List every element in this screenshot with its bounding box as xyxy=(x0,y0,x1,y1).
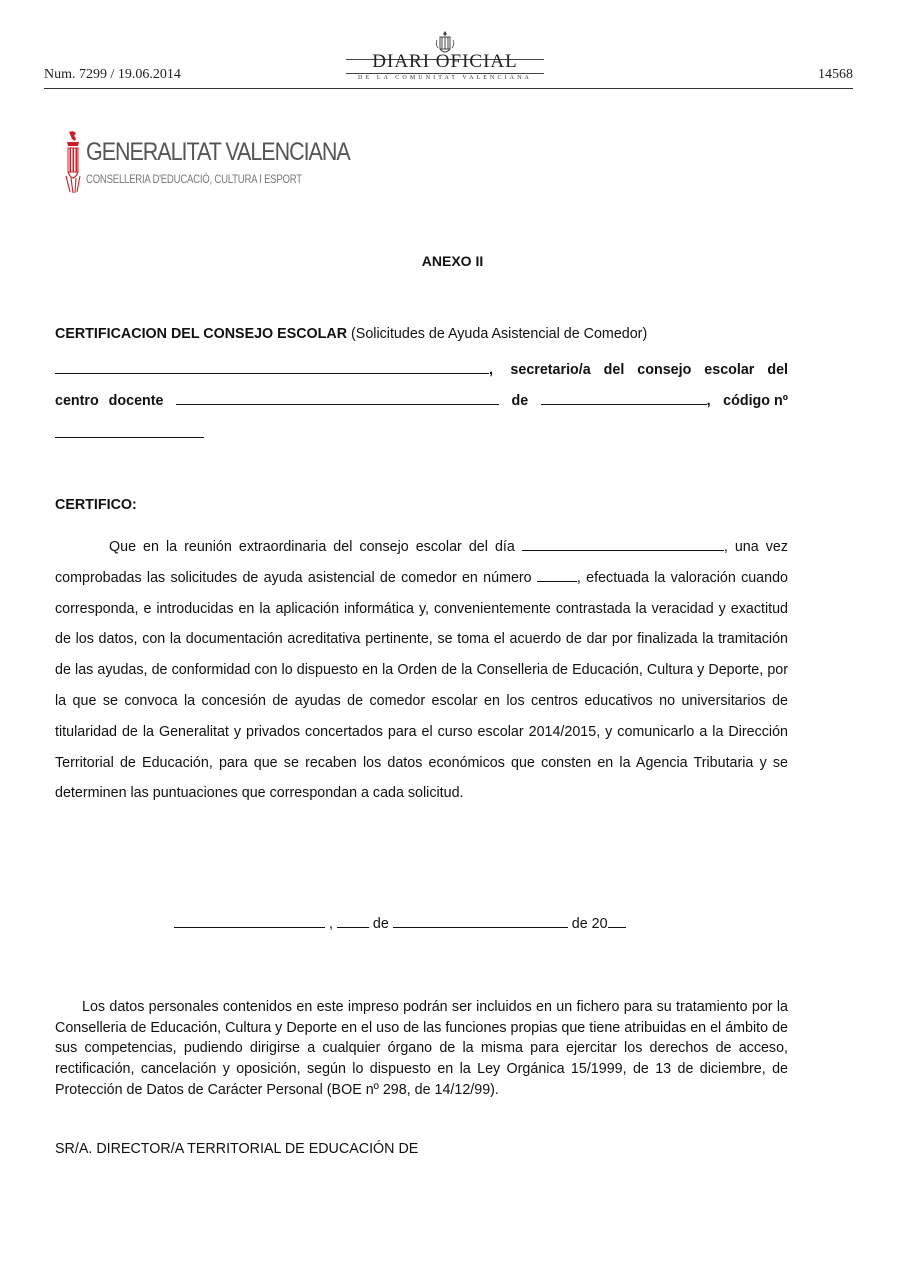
school-code-field[interactable] xyxy=(55,424,204,438)
logo-name: GENERALITAT VALENCIANA xyxy=(86,138,350,166)
meeting-date-field[interactable] xyxy=(522,537,724,551)
secretary-name-field[interactable] xyxy=(55,360,489,374)
school-center-field[interactable] xyxy=(176,391,499,405)
school-center-label: centro docente xyxy=(55,393,164,409)
year-field[interactable] xyxy=(608,914,626,928)
body-text-part2: , una vez comprobadas las solicitudes de ayuda asistencial de comedor en número xyxy=(55,539,788,586)
date-de-2: de 20 xyxy=(567,916,608,932)
body-text-part1: Que en la reunión extraordinaria del consejo escolar del día xyxy=(109,539,522,555)
generalitat-crest-icon xyxy=(64,130,82,194)
generalitat-logo xyxy=(64,130,350,196)
certification-heading xyxy=(55,319,788,350)
applications-count-field[interactable] xyxy=(537,568,577,582)
school-code-label: código nº xyxy=(723,393,788,409)
masthead-title: DIARI OFICIAL xyxy=(372,51,518,72)
certification-heading-subtitle: (Solicitudes de Ayuda Asistencial de Comedor) xyxy=(347,326,648,342)
date-de-1: de xyxy=(368,916,393,932)
school-line: centro docente de , código nº xyxy=(55,393,788,409)
privacy-notice-text: Los datos personales contenidos en este impreso podrán ser incluidos en un fichero para su tratamiento por la Conselleria de Educación, Cultura y Deporte en el uso de las funciones propias que tiene atribuidas en el ámbito de sus competencias, pudiendo dirigirse a cualquier órgano de la misma para ejercitar los derechos de acceso, rectificación, cancelación y oposición, según lo dispuesto en la Ley Orgánica 15/1999, de 13 de diciembre, de Protección de Datos de Carácter Personal (BOE nº 298, de 14/12/99). xyxy=(55,999,788,1098)
issue-number: Num. 7299 / 19.06.2014 xyxy=(44,67,181,82)
day-field[interactable] xyxy=(337,914,369,928)
masthead-subtitle: DE LA COMUNITAT VALENCIANA xyxy=(358,75,532,81)
page-header xyxy=(44,30,853,89)
school-de-label: de xyxy=(511,393,529,409)
date-separator: , xyxy=(325,916,337,932)
masthead xyxy=(346,30,544,86)
addressee: SR/A. DIRECTOR/A TERRITORIAL DE EDUCACIÓN DE xyxy=(55,1141,419,1157)
month-field[interactable] xyxy=(393,914,568,928)
logo-department: CONSELLERIA D'EDUCACIÓ, CULTURA I ESPORT xyxy=(86,172,302,186)
certification-heading-bold: CERTIFICACION DEL CONSEJO ESCOLAR xyxy=(55,326,348,342)
place-field[interactable] xyxy=(174,914,325,928)
body-text-part3: , efectuada la valoración cuando corresponda, e introducidas en la aplicación informática y, convenientemente contrastada la veracidad y exactitud de los datos, con la documentación acreditativa pertinente, se toma el acuerdo de dar por finalizada la tramitación de las ayudas, de conformidad con lo dispuesto en la Orden de la Conselleria de Educación, Cultura y Deporte, por la que se convoca la concesión de ayudas de comedor escolar en los centros educativos no universitarios de titularidad de la Generalitat y privados concertados para el curso escolar 2014/2015, y comunicarlo a la Dirección Territorial de Educación, para que se recaben los datos económicos que consten en la Agencia Tributaria y se determinen las puntuaciones que correspondan a cada solicitud. xyxy=(55,569,788,802)
privacy-notice xyxy=(55,997,788,1101)
page-number: 14568 xyxy=(818,67,853,82)
school-town-field[interactable] xyxy=(541,391,707,405)
secretary-label: secretario/a del consejo escolar del xyxy=(510,362,788,378)
school-code-line xyxy=(55,424,788,442)
masthead-rule-bottom xyxy=(346,73,544,74)
certification-body xyxy=(55,532,788,809)
signature-date-line xyxy=(174,914,626,932)
secretary-line: , secretario/a del consejo escolar del xyxy=(55,360,788,378)
annex-title: ANEXO II xyxy=(421,253,484,269)
certifico-heading: CERTIFICO: xyxy=(55,497,137,513)
